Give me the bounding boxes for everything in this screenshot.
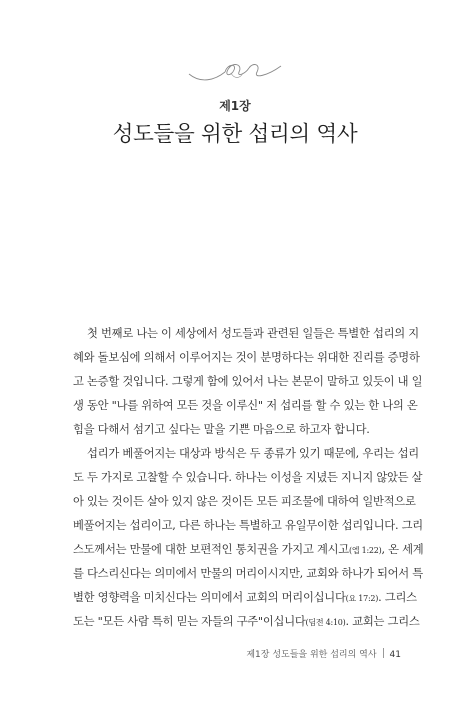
text-line: 도는 "모든 사람 특히 믿는 자들의 구주"이십니다(딤전 4:10). 교회는 그리스 bbox=[73, 615, 420, 628]
text-line: 베풀어지는 섭리이고, 다른 하나는 특별하고 유일무이한 섭리입니다. 그리 bbox=[73, 519, 423, 532]
page-footer bbox=[246, 647, 401, 660]
text-line: 스도께서는 만물에 대한 보편적인 통치권을 가지고 계시고(엡 1:22), 온 세계 bbox=[73, 543, 424, 556]
scripture-reference: (딤전 4:10) bbox=[305, 618, 346, 627]
paragraph-2 bbox=[73, 442, 424, 634]
flourish-ornament-icon bbox=[187, 60, 283, 82]
text-line: 아 있는 것이든 살아 있지 않은 것이든 모든 피조물에 대하여 일반적으로 bbox=[73, 495, 416, 508]
text-line: 첫 번째로 나는 이 세상에서 성도들과 관련된 일들은 특별한 섭리의 지 bbox=[87, 327, 419, 340]
text-line: 를 다스리신다는 의미에서 만물의 머리이시지만, 교회와 하나가 되어서 특 bbox=[73, 567, 423, 580]
text-line: 생 동안 "나를 위하여 모든 것을 이루신" 저 섭리를 할 수 있는 한 나의 온 bbox=[73, 399, 418, 412]
text-line: 섭리가 베풀어지는 대상과 방식은 두 종류가 있기 때문에, 우리는 섭리 bbox=[87, 447, 419, 460]
running-title: 제1장 성도들을 위한 섭리의 역사 bbox=[246, 650, 377, 660]
page-number: 41 bbox=[389, 650, 401, 660]
chapter-label: 제1장 bbox=[219, 99, 251, 113]
text-line: 고 논증할 것입니다. 그렇게 함에 있어서 나는 본문이 말하고 있듯이 내 일 bbox=[73, 375, 423, 388]
text-line: 도 두 가지로 고찰할 수 있습니다. 하나는 이성을 지녔든 지니지 않았든 살 bbox=[73, 471, 423, 484]
paragraph-1 bbox=[73, 322, 423, 442]
scripture-reference: (요 17:2) bbox=[345, 594, 379, 603]
text-line: 별한 영향력을 미치신다는 의미에서 교회의 머리이십니다(요 17:2). 그리스 bbox=[73, 591, 417, 604]
scripture-reference: (엡 1:22) bbox=[348, 546, 382, 555]
text-line: 혜와 돌보심에 의해서 이루어지는 것이 분명하다는 위대한 진리를 증명하 bbox=[73, 351, 420, 364]
footer-divider bbox=[383, 648, 384, 658]
text-line: 힘을 다해서 섬기고 싶다는 말을 기쁜 마음으로 하고자 합니다. bbox=[73, 423, 370, 436]
chapter-title: 성도들을 위한 섭리의 역사 bbox=[112, 122, 358, 147]
